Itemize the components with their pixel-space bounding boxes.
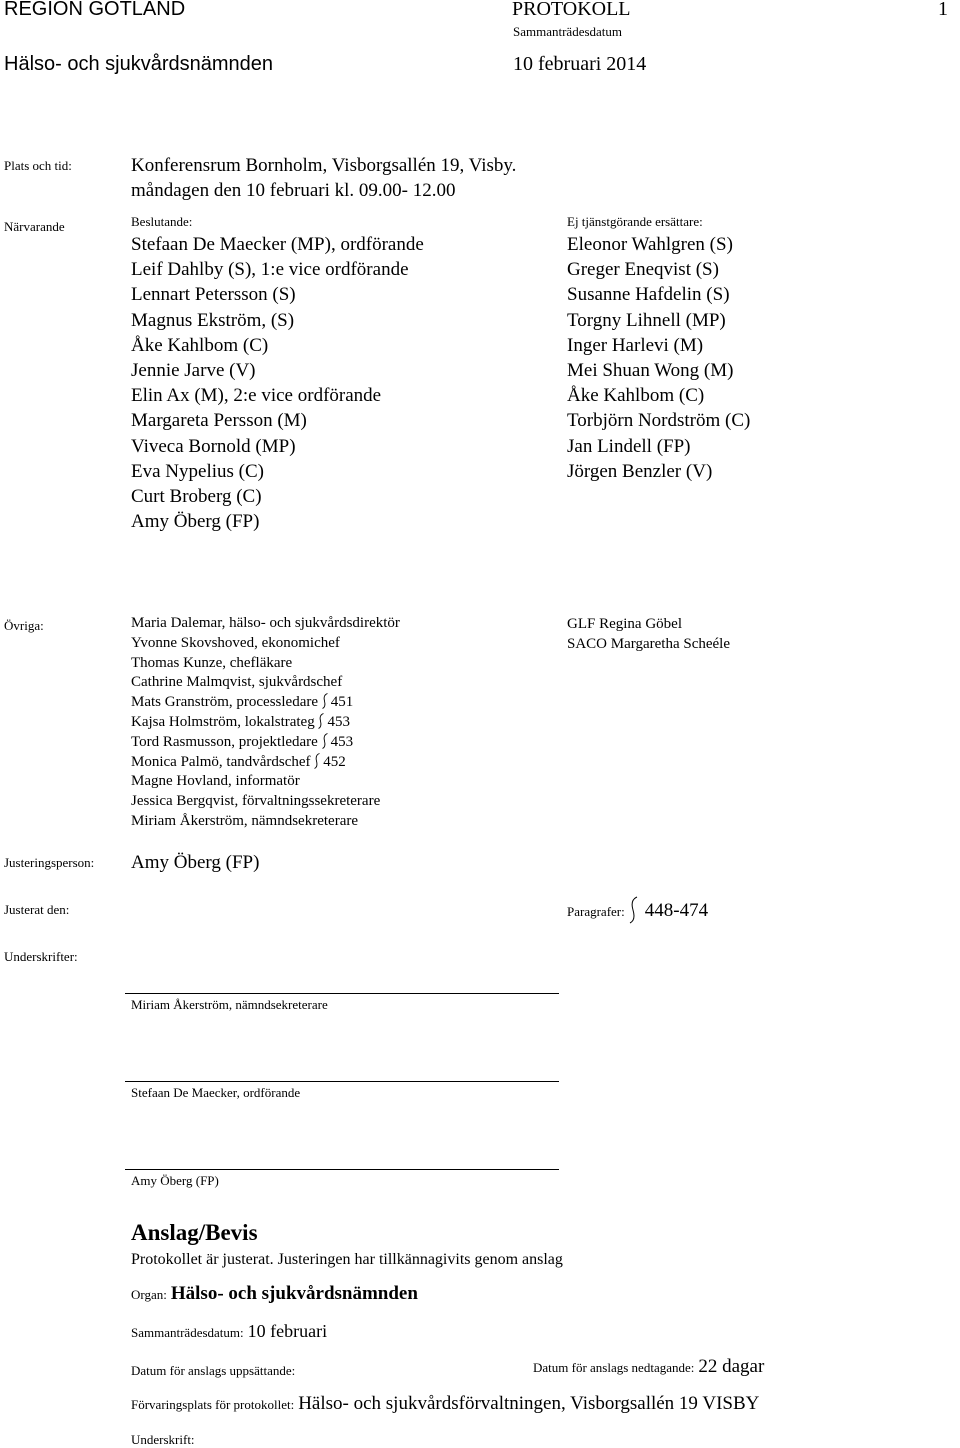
paragraphs-field	[567, 896, 708, 924]
meeting-date: 10 februari 2014	[513, 53, 647, 75]
notice-title: Anslag/Bevis	[131, 1220, 258, 1245]
organ-value: Hälso- och sjukvårdsnämnden	[170, 1283, 418, 1304]
substitutes-list	[567, 232, 750, 484]
list-item-text: Mats Granström, processledare	[131, 694, 319, 711]
list-item: Amy Öberg (FP)	[131, 511, 260, 533]
section-sign-icon	[322, 693, 329, 709]
signature-line	[125, 993, 559, 994]
list-item: GLF Regina Göbel	[567, 616, 682, 632]
list-item: Jennie Jarve (V)	[131, 360, 256, 382]
deciding-label: Beslutande:	[131, 214, 193, 229]
list-item-text: Tord Rasmusson, projektledare	[131, 733, 318, 750]
removal-value: 22 dagar	[698, 1356, 765, 1377]
list-item: Eleonor Wahlgren (S)	[567, 234, 733, 255]
list-item: Torbjörn Nordström (C)	[567, 410, 751, 432]
present-label: Närvarande	[4, 219, 65, 234]
list-item	[131, 713, 400, 733]
list-item: Viveca Bornold (MP)	[131, 435, 296, 457]
signatures-label: Underskrifter:	[4, 949, 78, 964]
adjusted-label: Justerat den:	[4, 902, 70, 917]
meeting-date-value: 10 februari	[247, 1321, 328, 1341]
meeting-date-field	[131, 1321, 327, 1342]
list-item: Maria Dalemar, hälso- och sjukvårdsdirektör	[131, 615, 400, 631]
list-item: Greger Eneqvist (S)	[567, 259, 719, 281]
unions-list	[567, 614, 730, 654]
place-label: Plats och tid:	[4, 158, 72, 173]
list-item: Eva Nypelius (C)	[131, 460, 264, 482]
substitutes-label: Ej tjänstgörande ersättare:	[567, 214, 703, 229]
list-item: Lennart Petersson (S)	[131, 284, 296, 306]
place-block	[131, 153, 516, 203]
paragraph-ref: 453	[330, 733, 354, 750]
list-item: Jan Lindell (FP)	[567, 435, 691, 457]
list-item	[131, 733, 400, 753]
signer-3: Amy Öberg (FP)	[131, 1173, 219, 1188]
list-item: Åke Kahlbom (C)	[567, 385, 705, 407]
list-item: Mei Shuan Wong (M)	[567, 360, 734, 382]
list-item: Inger Harlevi (M)	[567, 334, 704, 356]
notice-text: Protokollet är justerat. Justeringen har tillkännagivits genom anslag	[131, 1251, 563, 1268]
list-item: Jörgen Benzler (V)	[567, 460, 713, 482]
list-item: Stefaan De Maecker (MP), ordförande	[131, 234, 424, 255]
list-item: Miriam Åkerström, nämndsekreterare	[131, 812, 358, 829]
list-item: SACO Margaretha Scheéle	[567, 636, 731, 652]
list-item: Cathrine Malmqvist, sjukvårdschef	[131, 674, 343, 691]
list-item: Torgny Lihnell (MP)	[567, 309, 726, 331]
list-item: Leif Dahlby (S), 1:e vice ordförande	[131, 259, 409, 281]
list-item: Elin Ax (M), 2:e vice ordförande	[131, 385, 382, 407]
list-item-text: Monica Palmö, tandvårdschef	[131, 753, 311, 770]
others-label: Övriga:	[4, 618, 44, 633]
paragraph-ref: 452	[323, 753, 346, 770]
list-item: Yvonne Skovshoved, ekonomichef	[131, 634, 340, 651]
list-item	[131, 693, 400, 713]
adjuster-label: Justeringsperson:	[4, 855, 95, 870]
meeting-date-label: Sammanträdesdatum:	[131, 1325, 244, 1340]
storage-value: Hälso- och sjukvårdsförvaltningen, Visborgsallén 19 VISBY	[298, 1393, 760, 1414]
storage-field	[131, 1393, 759, 1415]
list-item: Åke Kahlbom (C)	[131, 334, 269, 356]
committee-name: Hälso- och sjukvårdsnämnden	[4, 53, 274, 75]
list-item: Magne Hovland, informatör	[131, 773, 300, 790]
org-name: REGION GOTLAND	[4, 0, 186, 20]
section-sign-icon	[318, 713, 325, 729]
removal-date-label: Datum för anslags nedtagande:	[533, 1360, 695, 1375]
deciding-list	[131, 232, 424, 534]
section-sign-icon	[629, 896, 639, 924]
list-item-text: Kajsa Holmström, lokalstrateg	[131, 713, 315, 730]
signature-line	[125, 1169, 559, 1170]
place-line-2: måndagen den 10 februari kl. 09.00- 12.00	[131, 180, 456, 202]
list-item: Curt Broberg (C)	[131, 486, 262, 508]
notice-signature-label: Underskrift:	[131, 1432, 195, 1447]
signer-2: Stefaan De Maecker, ordförande	[131, 1085, 301, 1100]
section-sign-icon	[322, 733, 329, 749]
paragraphs-label: Paragrafer:	[567, 904, 625, 919]
paragraphs-value: 448-474	[644, 900, 709, 921]
doc-type: PROTOKOLL	[512, 0, 631, 20]
section-sign-icon	[314, 753, 321, 769]
organ-label: Organ:	[131, 1287, 167, 1302]
adjuster-name: Amy Öberg (FP)	[131, 852, 260, 873]
paragraph-ref: 453	[327, 713, 350, 730]
organ-field	[131, 1283, 418, 1305]
signer-1: Miriam Åkerström, nämndsekreterare	[131, 997, 328, 1012]
place-line-1: Konferensrum Bornholm, Visborgsallén 19, Visby.	[131, 155, 517, 176]
list-item	[131, 753, 400, 773]
page-number: 1	[938, 0, 948, 20]
list-item: Thomas Kunze, chefläkare	[131, 654, 293, 671]
list-item: Margareta Persson (M)	[131, 410, 307, 432]
list-item: Susanne Hafdelin (S)	[567, 284, 730, 306]
list-item: Jessica Bergqvist, förvaltningssekreterare	[131, 793, 381, 810]
storage-label: Förvaringsplats för protokollet:	[131, 1397, 295, 1412]
date-label: Sammanträdesdatum	[513, 24, 623, 39]
paragraph-ref: 451	[330, 694, 354, 711]
removal-field	[533, 1356, 764, 1378]
list-item: Magnus Ekström, (S)	[131, 309, 295, 331]
signature-line	[125, 1081, 559, 1082]
posting-date-label: Datum för anslags uppsättande:	[131, 1363, 296, 1378]
others-list	[131, 614, 400, 832]
